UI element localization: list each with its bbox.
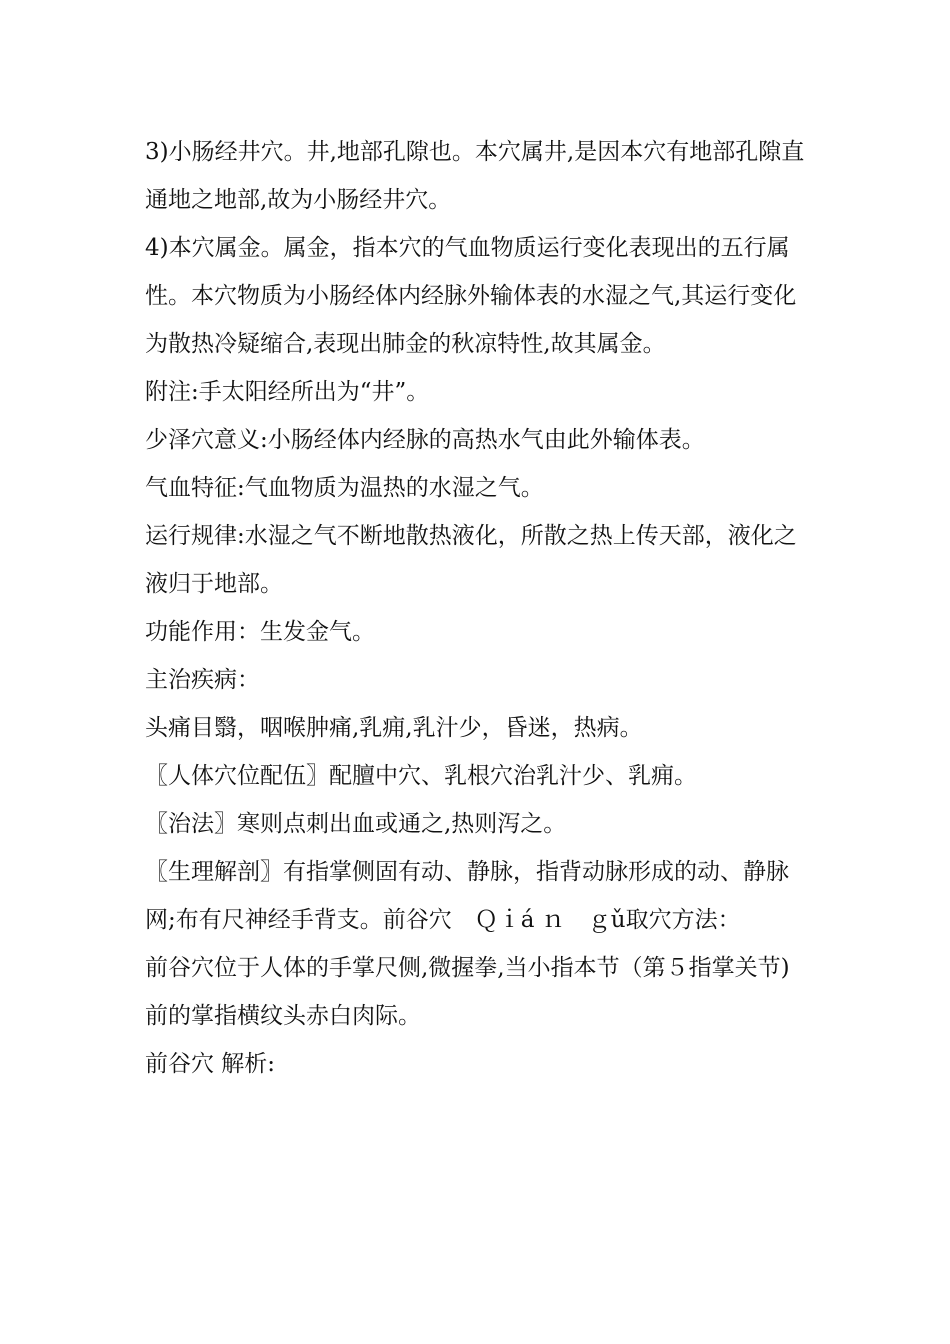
paragraph-treatment: 〖治法〗寒则点刺出血或通之,热则泻之。 bbox=[145, 811, 567, 837]
paragraph-combination: 〖人体穴位配伍〗配膻中穴、乳根穴治乳汁少、乳痈。 bbox=[145, 763, 697, 789]
paragraph-note: 附注:手太阳经所出为“井”。 bbox=[145, 379, 430, 405]
paragraph-anatomy: 〖生理解剖〗有指掌侧固有动、静脉，指背动脉形成的动、静脉网;布有尺神经手背支。前谷穴 Ｑｉá ｎ ｇǔ取穴方法： bbox=[145, 859, 789, 933]
paragraph-qiangu-analysis: 前谷穴 解析: bbox=[145, 1051, 276, 1077]
paragraph-jing-point: 3)小肠经井穴。井,地部孔隙也。本穴属井,是因本穴有地部孔隙直通地之地部,故为小肠经井穴。 bbox=[145, 139, 805, 213]
document-body bbox=[145, 128, 810, 1088]
paragraph-qi-blood-feature: 气血特征:气血物质为温热的水湿之气。 bbox=[145, 475, 544, 501]
paragraph-indications: 头痛目翳，咽喉肿痛,乳痈,乳汁少，昏迷，热病。 bbox=[145, 715, 643, 741]
paragraph-operating-law: 运行规律:水湿之气不断地散热液化，所散之热上传天部，液化之液归于地部。 bbox=[145, 523, 797, 597]
paragraph-indications-heading: 主治疾病： bbox=[145, 667, 260, 693]
paragraph-shaoze-meaning: 少泽穴意义:小肠经体内经脉的高热水气由此外输体表。 bbox=[145, 427, 705, 453]
paragraph-function: 功能作用：生发金气。 bbox=[145, 619, 375, 645]
paragraph-qiangu-location: 前谷穴位于人体的手掌尺侧,微握拳,当小指本节（第５指掌关节)前的掌指横纹头赤白肉际。 bbox=[145, 955, 790, 1029]
paragraph-metal-attribute: 4)本穴属金。属金，指本穴的气血物质运行变化表现出的五行属性。本穴物质为小肠经体内经脉外输体表的水湿之气,其运行变化为散热冷疑缩合,表现出肺金的秋凉特性,故其属金。 bbox=[145, 235, 797, 357]
